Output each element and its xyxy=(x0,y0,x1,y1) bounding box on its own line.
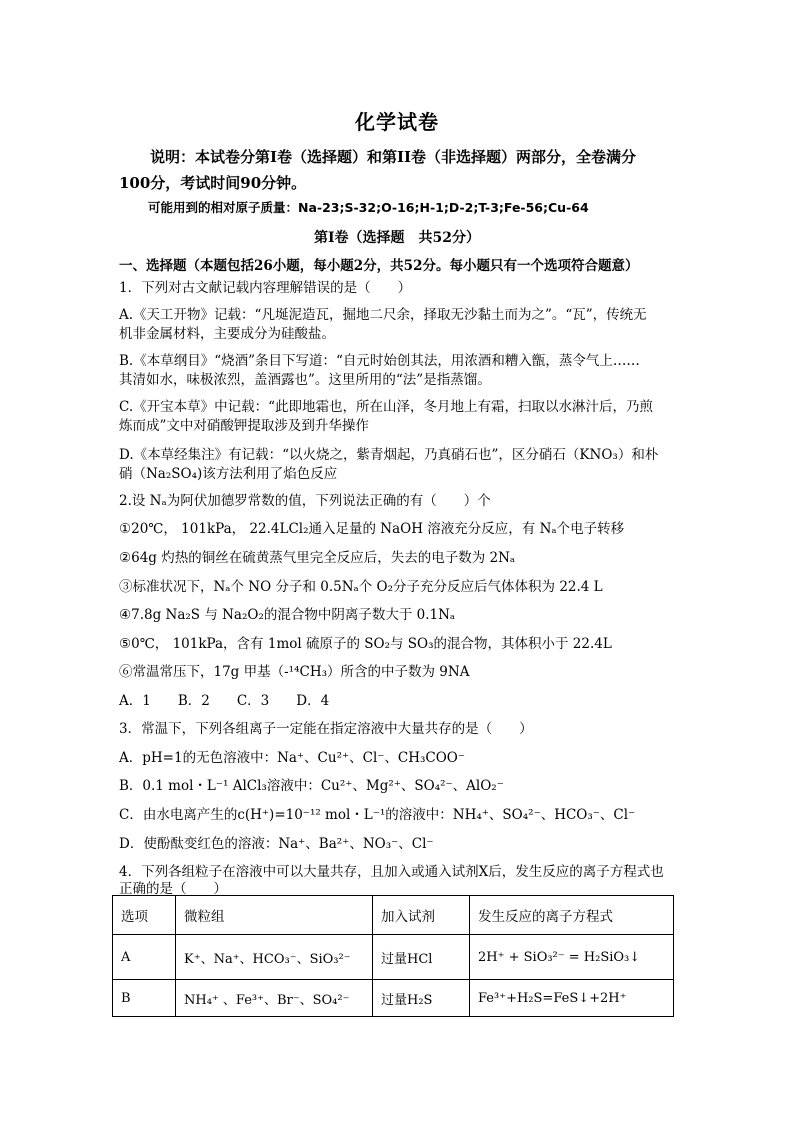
question-1-option-c-line1: C.《开宝本草》中记载：“此即地霜也，所在山泽，冬月地上有霜，扫取以水淋汁后，乃煎 xyxy=(119,399,654,415)
table-header-row xyxy=(113,896,674,935)
question-4-table xyxy=(112,895,674,1017)
question-2-statement-4: ④7.8g Na₂S 与 Na₂O₂的混合物中阴离子数大于 0.1Nₐ xyxy=(119,607,456,623)
question-1-option-d-line2: 硝（Na₂SO₄)该方法利用了焰色反应 xyxy=(119,466,338,482)
table-cell: NH₄⁺ 、Fe³⁺、Br⁻、SO₄²⁻ xyxy=(176,980,373,1017)
table-cell: Fe³⁺+H₂S=FeS↓+2H⁺ xyxy=(470,980,674,1017)
question-3-option-d: D．使酚酞变红色的溶液：Na⁺、Ba²⁺、NO₃⁻、Cl⁻ xyxy=(119,836,434,852)
question-1-option-b-line1: B.《本草纲目》“烧酒”条目下写道：“自元时始创其法，用浓酒和糟入甑，蒸令气上…… xyxy=(119,353,640,369)
question-4-stem-line2: 正确的是（ ） xyxy=(119,881,227,897)
question-1-option-b-line2: 其清如水，味极浓烈，盖酒露也”。这里所用的“法”是指蒸馏。 xyxy=(119,372,491,388)
page-title: 化学试卷 xyxy=(355,110,439,134)
question-1-option-a-line2: 机非金属材料，主要成分为硅酸盐。 xyxy=(119,326,335,342)
table-header-cell: 选项 xyxy=(113,896,176,935)
exam-instructions-line2: 100分，考试时间90分钟。 xyxy=(119,174,307,192)
question-4-stem-line1: 4．下列各组粒子在溶液中可以大量共存，且加入或通入试剂X后，发生反应的离子方程式也 xyxy=(119,864,664,880)
question-2-statement-6: ⑥常温常压下，17g 甲基（-¹⁴CH₃）所含的中子数为 9NA xyxy=(119,664,470,680)
table-cell: 过量H₂S xyxy=(373,980,470,1017)
question-1-stem: 1．下列对古文献记载内容理解错误的是（ ） xyxy=(119,280,412,296)
question-3-stem: 3．常温下，下列各组离子一定能在指定溶液中大量共存的是（ ） xyxy=(119,721,533,737)
table-row xyxy=(113,980,674,1017)
question-2-options: A．1 B．2 C．3 D．4 xyxy=(119,693,330,709)
question-3-option-a: A．pH=1的无色溶液中：Na⁺、Cu²⁺、Cl⁻、CH₃COO⁻ xyxy=(119,750,465,766)
table-cell: 2H⁺ + SiO₃²⁻ = H₂SiO₃↓ xyxy=(470,935,674,980)
question-3-option-c: C．由水电离产生的c(H⁺)=10⁻¹² mol・L⁻¹的溶液中：NH₄⁺、SO₄²⁻、HCO₃⁻、Cl⁻ xyxy=(119,807,636,823)
table-header-cell: 发生反应的离子方程式 xyxy=(470,896,674,935)
table-cell: A xyxy=(113,935,176,980)
table-row xyxy=(113,935,674,980)
exam-instructions-line1: 说明：本试卷分第I卷（选择题）和第II卷（非选择题）两部分，全卷满分 xyxy=(150,148,637,166)
question-2-statement-5: ⑤0℃， 101kPa，含有 1mol 硫原子的 SO₂与 SO₃的混合物，其体积小于 22.4L xyxy=(119,636,612,652)
question-1-option-d-line1: D.《本草经集注》有记载：“以火烧之，紫青烟起，乃真硝石也”，区分硝石（KNO₃）和朴 xyxy=(119,447,659,463)
question-3-option-b: B．0.1 mol・L⁻¹ AlCl₃溶液中：Cu²⁺、Mg²⁺、SO₄²⁻、AlO₂⁻ xyxy=(119,778,504,794)
question-2-statement-1: ①20℃， 101kPa， 22.4LCl₂通入足量的 NaOH 溶液充分反应，有 Nₐ个电子转移 xyxy=(119,521,625,537)
part1-title: 第I卷（选择题 共52分） xyxy=(313,230,481,246)
question-2-statement-3: ③标准状况下，Nₐ个 NO 分子和 0.5Nₐ个 O₂分子充分反应后气体体积为 22.4 L xyxy=(119,579,603,595)
question-1-option-c-line2: 炼而成”文中对硝酸钾提取涉及到升华操作 xyxy=(119,418,369,434)
table-header-cell: 加入试剂 xyxy=(373,896,470,935)
question-2-stem: 2.设 Nₐ为阿伏加德罗常数的值，下列说法正确的有（ ）个 xyxy=(119,493,491,509)
atomic-masses-note: 可能用到的相对原子质量：Na-23;S-32;O-16;H-1;D-2;T-3;Fe-56;Cu-64 xyxy=(148,200,589,215)
table-cell: 过量HCl xyxy=(373,935,470,980)
question-1-option-a-line1: A.《天工开物》记载：“凡埏泥造瓦，掘地二尺余，择取无沙黏土而为之”。“瓦”，传统无 xyxy=(119,307,647,323)
question-2-statement-2: ②64g 灼热的铜丝在硫黄蒸气里完全反应后，失去的电子数为 2Nₐ xyxy=(119,550,516,566)
section-title: 一、选择题（本题包括26小题，每小题2分，共52分。每小题只有一个选项符合题意） xyxy=(119,258,639,274)
table-header-cell: 微粒组 xyxy=(176,896,373,935)
table-cell: K⁺、Na⁺、HCO₃⁻、SiO₃²⁻ xyxy=(176,935,373,980)
table-cell: B xyxy=(113,980,176,1017)
